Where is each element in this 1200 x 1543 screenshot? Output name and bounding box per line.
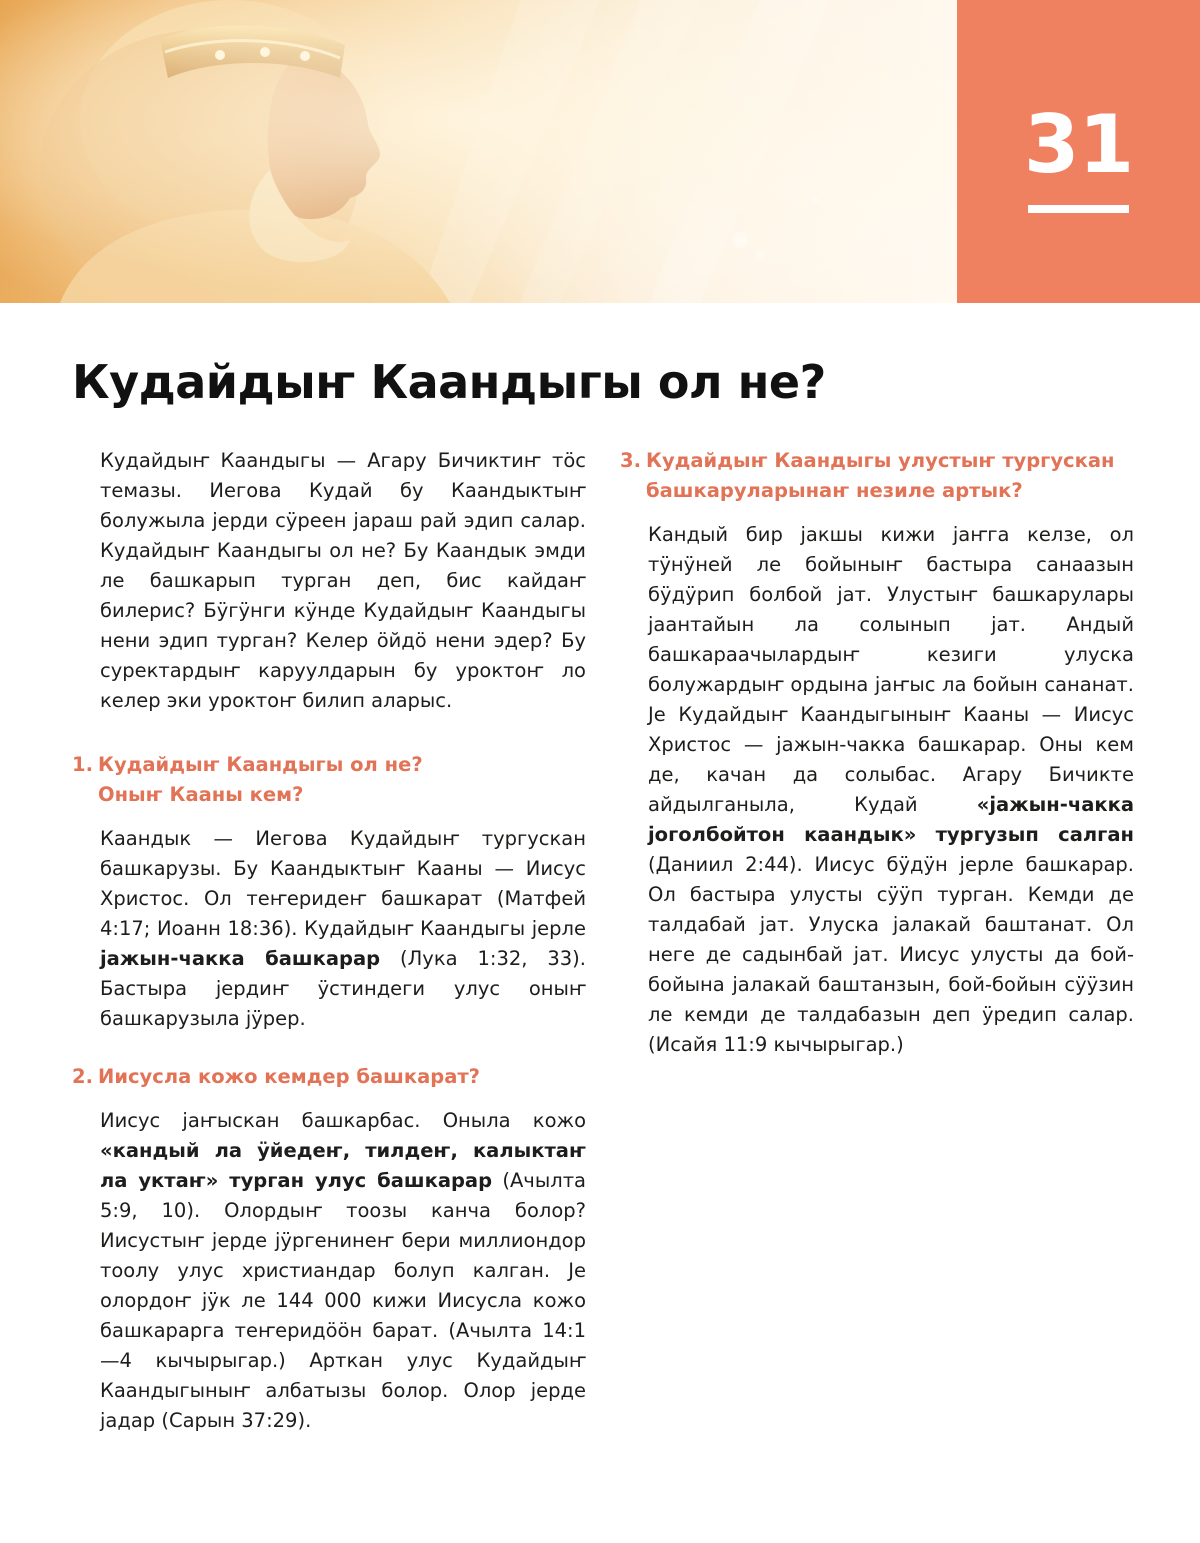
left-column (72, 446, 586, 1436)
answer-text: Иисус јаҥыскан башкарбас. Оныла кожо (100, 1109, 586, 1132)
chapter-underline (1028, 205, 1129, 213)
chapter-number: 31 (1023, 98, 1134, 191)
question-1-heading (72, 750, 586, 810)
answer-2-paragraph (100, 1106, 586, 1436)
answer-3-paragraph (648, 520, 1134, 1060)
answer-text: (Лука 1:32, 33). Бастыра јердиҥ ӱстиндеги улус оныҥ башкарузыла јӱрер. (100, 947, 586, 1030)
question-number: 3. (620, 449, 641, 472)
question-3-heading (620, 446, 1134, 506)
answer-emphasis: «кандый ла ӱйедеҥ, тилдеҥ, калыктаҥ ла уктаҥ» турган улус башкарар (100, 1139, 586, 1192)
answer-text: (Даниил 2:44). Иисус бӱдӱн јерле башкарар. Ол бастыра улусты сӱӱп турган. Кемди де талдабай јат. Улуска јалакай баштанат. Ол неге де садынбай јат. Иисус улусты да бой-бойына јалакай баштанзын, бой-бойын сӱӱзин ле кемди де талдабазын деп ӱредип салар. (Исайя 11:9 кычырыгар.) (648, 853, 1134, 1056)
answer-text: Каандык — Иегова Кудайдыҥ тургускан башкарузы. Бу Каандыктыҥ Кааны — Иисус Христос. Ол теҥеридеҥ башкарат (Матфей 4:17; Иоанн 18:36). Кудайдыҥ Каандыгы јерле (100, 827, 586, 940)
answer-emphasis: јажын-чакка башкарар (100, 947, 381, 970)
answer-text: (Ачылта 5:9, 10). Олордыҥ тоозы канча болор? Иисустыҥ јерде јӱргенинеҥ бери миллиондор тоолу улус христиандар болуп калган. Је олордоҥ јӱк ле 144 000 кижи Иисусла кожо башкараргa теҥеридӧӧн барат. (Ачылта 14:1—4 кычырыгар.) Арткан улус Кудайдыҥ Каандыгыныҥ албатызы болор. Олор јерде јадар (Сарын 37:29). (100, 1169, 586, 1432)
question-text: Кудайдыҥ Каандыгы ол не? Оныҥ Кааны кем? (98, 753, 423, 806)
question-number: 2. (72, 1065, 93, 1088)
question-text: Кудайдыҥ Каандыгы улустыҥ тургускан башкаруларынаҥ незиле артык? (646, 449, 1115, 502)
king-illustration (0, 0, 957, 303)
page-title: Кудайдыҥ Каандыгы ол не? (72, 355, 826, 409)
header-illustration (0, 0, 957, 303)
answer-emphasis: «јажын-чакка јоголбойтон каандык» тургузып салган (648, 793, 1134, 846)
question-2-heading (72, 1062, 586, 1092)
question-number: 1. (72, 753, 93, 776)
intro-paragraph: Кудайдыҥ Каандыгы — Агару Бичиктиҥ тӧс темазы. Иегова Кудай бу Каандыктыҥ болужыла јерди сӱреен јараш рай эдип салар. Кудайдыҥ Каандыгы ол не? Бу Каандык эмди ле башкарып турган деп, бис кайдаҥ билерис? Бӱгӱнги кӱнде Кудайдыҥ Каандыгы нени эдип турган? Келер ӧйдӧ нени эдер? Бу суректардыҥ каруулдарын бу уроктоҥ ло келер эки уроктоҥ билип аларыс. (100, 449, 586, 712)
chapter-badge (957, 0, 1200, 303)
right-column (620, 446, 1134, 1060)
question-text: Иисусла кожо кемдер башкарат? (98, 1065, 480, 1088)
answer-1-paragraph (100, 824, 586, 1034)
answer-text: Кандый бир јакшы кижи јаҥга келзе, ол тӱнӱней ле бойыныҥ бастыра санаазын бӱдӱрип болбой јат. Улустыҥ башкарулары јаантайын ла солынып јат. Андый башкараачылардыҥ кезиги улуска болужардыҥ ордына јаҥыс ла бойын сананат. Је Кудайдыҥ Каандыгыныҥ Кааны — Иисус Христос — јажын-чакка башкарар. Оны кем де, качан да солыбас. Агару Бичикте айдылганыла, Кудай (648, 523, 1134, 816)
